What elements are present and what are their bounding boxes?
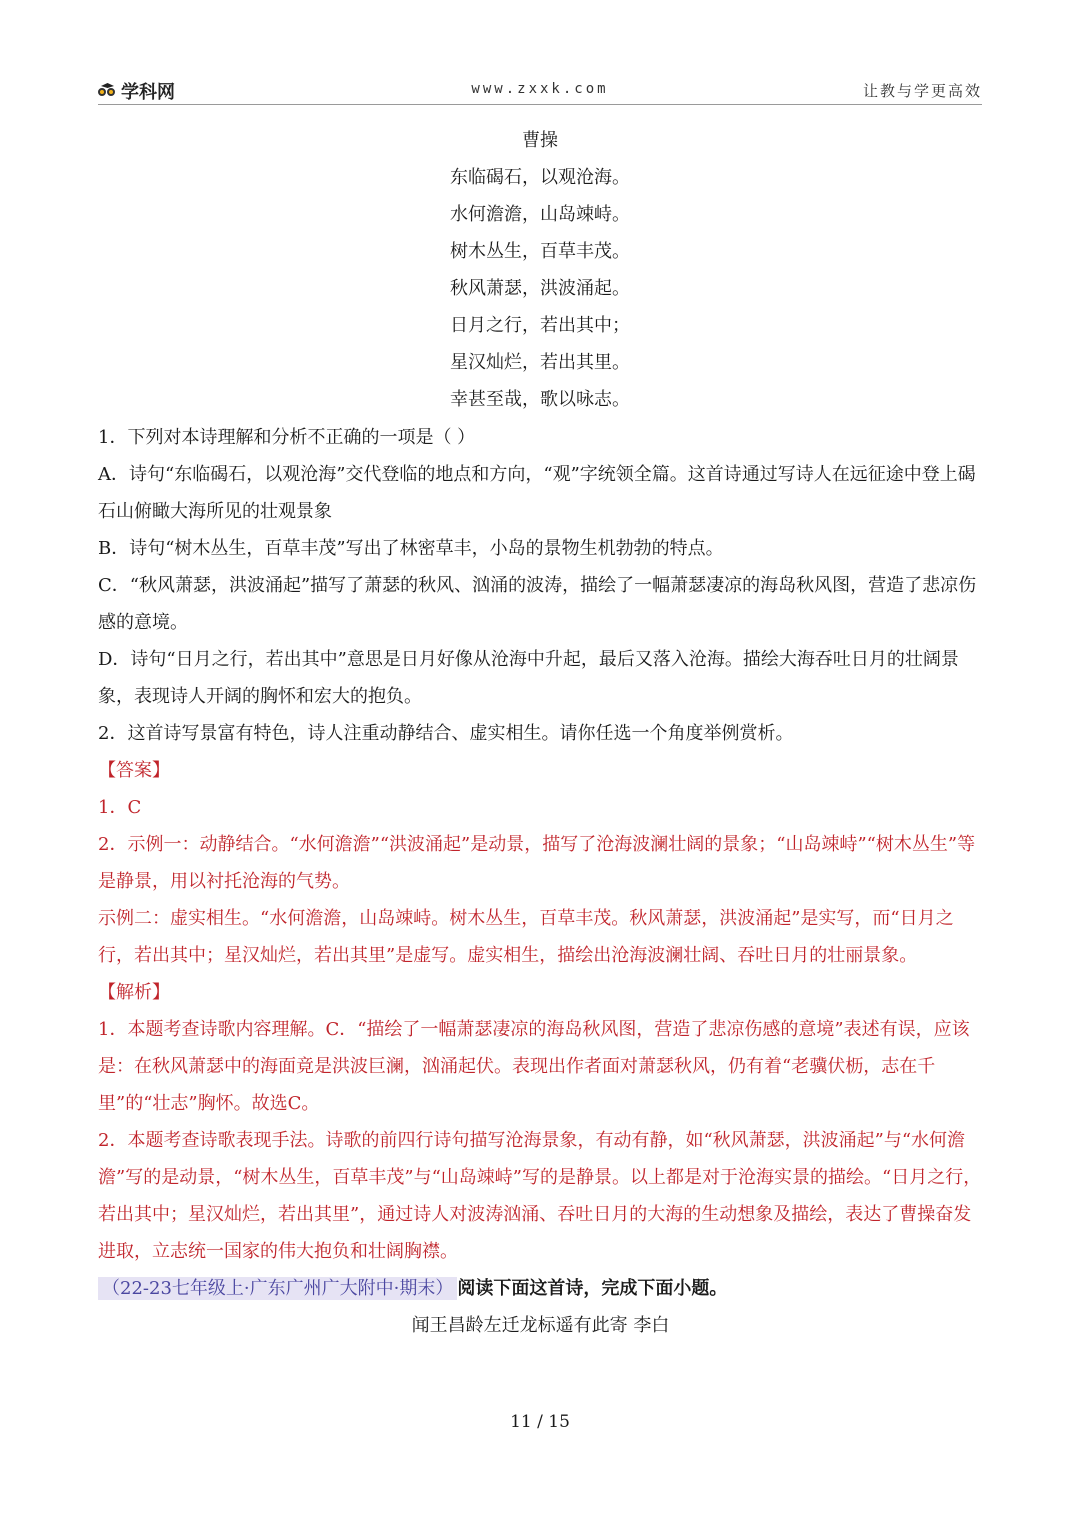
- page-number: 11 / 15: [510, 1412, 570, 1432]
- question-2: 2．这首诗写景富有特色，诗人注重动静结合、虚实相生。请你任选一个角度举例赏析。: [98, 723, 794, 744]
- option-d: D．诗句“日月之行，若出其中”意思是日月好像从沧海中升起，最后又落入沧海。描绘大海吞吐日月的壮阔景象，表现诗人开阔的胸怀和宏大的抱负。: [98, 649, 959, 707]
- logo-text: 学科网: [121, 82, 175, 103]
- analysis-label: 【解析】: [98, 982, 170, 1003]
- next-poem-title: 闻王昌龄左迁龙标遥有此寄 李白: [411, 1315, 670, 1336]
- answer-label: 【答案】: [98, 760, 170, 781]
- content: [98, 419, 983, 1344]
- answer-3: 示例二：虚实相生。“水何澹澹，山岛竦峙。树木丛生，百草丰茂。秋风萧瑟，洪波涌起”是实写，而“日月之行，若出其中；星汉灿烂，若出其里”是虚写。虚实相生，描绘出沧海波澜壮阔、吞吐日月的壮丽景象。: [98, 908, 954, 966]
- option-b: B．诗句“树木丛生，百草丰茂”写出了林密草丰，小岛的景物生机勃勃的特点。: [98, 538, 724, 559]
- source-tag: （22-23七年级上·广东广州广大附中·期末）: [98, 1277, 457, 1300]
- site-url: www.zxxk.com: [471, 81, 609, 97]
- poem-line: 秋风萧瑟，洪波涌起。: [450, 278, 630, 299]
- poem-line: 树木丛生，百草丰茂。: [450, 241, 630, 262]
- page-header: [98, 74, 982, 105]
- answer-1: 1．C: [98, 797, 142, 818]
- poem-line: 星汉灿烂，若出其里。: [450, 352, 630, 373]
- option-a: A．诗句“东临碣石，以观沧海”交代登临的地点和方向，“观”字统领全篇。这首诗通过写诗人在远征途中登上碣石山俯瞰大海所见的壮观景象: [98, 464, 976, 522]
- poem: [0, 122, 1080, 418]
- slogan: 让教与学更高效: [862, 82, 982, 100]
- answer-2: 2．示例一：动静结合。“水何澹澹”“洪波涌起”是动景，描写了沧海波澜壮阔的景象；“山岛竦峙”“树木丛生”等是静景，用以衬托沧海的气势。: [98, 834, 976, 892]
- next-question: [98, 1270, 983, 1307]
- instruction: 阅读下面这首诗，完成下面小题。: [457, 1278, 728, 1299]
- poem-author: 曹操: [522, 130, 558, 151]
- poem-line: 东临碣石，以观沧海。: [450, 167, 630, 188]
- poem-line: 日月之行，若出其中；: [450, 315, 630, 336]
- analysis-2: 2．本题考查诗歌表现手法。诗歌的前四行诗句描写沧海景象，有动有静，如“秋风萧瑟，洪波涌起”与“水何澹澹”写的是动景，“树木丛生，百草丰茂”与“山岛竦峙”写的是静景。以上都是对于沧海实景的描绘。“日月之行，若出其中；星汉灿烂，若出其里”，通过诗人对波涛汹涌、吞吐日月的大海的生动想象及描绘，表达了曹操奋发进取，立志统一国家的伟大抱负和壮阔胸襟。: [98, 1130, 982, 1262]
- poem-line: 水何澹澹，山岛竦峙。: [450, 204, 630, 225]
- poem-line: 幸甚至哉，歌以咏志。: [450, 389, 630, 410]
- analysis-1: 1．本题考查诗歌内容理解。C．“描绘了一幅萧瑟凄凉的海岛秋风图，营造了悲凉伤感的意境”表述有误，应该是：在秋风萧瑟中的海面竟是洪波巨澜，汹涌起伏。表现出作者面对萧瑟秋风，仍有着“老骥伏枥，志在千里”的“壮志”胸怀。故选C。: [98, 1019, 970, 1114]
- option-c: C．“秋风萧瑟，洪波涌起”描写了萧瑟的秋风、汹涌的波涛，描绘了一幅萧瑟凄凉的海岛秋风图，营造了悲凉伤感的意境。: [98, 575, 977, 633]
- question-1: 1．下列对本诗理解和分析不正确的一项是（ ）: [98, 427, 476, 448]
